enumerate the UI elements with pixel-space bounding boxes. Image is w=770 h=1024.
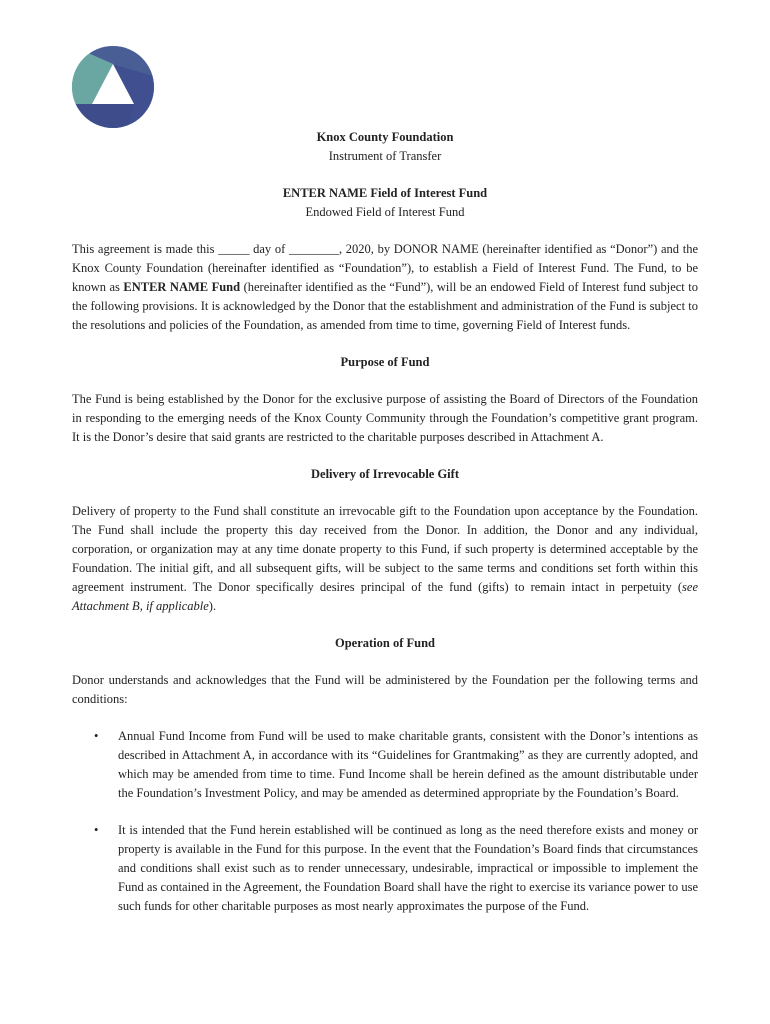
operation-terms-list	[72, 727, 698, 916]
bullet-icon: •	[94, 729, 99, 743]
org-name: Knox County Foundation	[316, 130, 454, 144]
intro-paragraph: This agreement is made this _____ day of ________, 2020, by DONOR NAME (hereinafter identified as “Donor”) and the Knox County Foundation (hereinafter identified as “Foundation”), to establish a Field of Interest Fund. The Fund, to be known as ENTER NAME Fund (hereinafter identified as the “Fund”), will be an endowed Field of Interest fund subject to the following provisions. It is acknowledged by the Donor that the establishment and administration of the Fund is subject to the resolutions and policies of the Foundation, as amended from time to time, governing Field of Interest funds.	[72, 242, 698, 332]
list-item: • It is intended that the Fund herein established will be continued as long as the need therefore exists and money or property is available in the Fund for this purpose. In the event that the Foundation’s Board finds that circumstances and conditions shall exist such as to render unnecessary, undesirable, impractical or impossible to implement the Fund as contained in the Agreement, the Foundation Board shall have the right to exercise its variance power to use such funds for other charitable purposes as most nearly approximates the purpose of the Fund.	[94, 823, 698, 913]
document-type: Instrument of Transfer	[328, 149, 442, 163]
document-body	[72, 128, 698, 916]
list-item: • Annual Fund Income from Fund will be used to make charitable grants, consistent with the Donor’s intentions as described in Attachment A, in accordance with its “Guidelines for Grantmaking” as they are currently adopted, and which may be amended from time to time. Fund Income shall be herein defined as the amount distributable under the Foundation’s Investment Policy, and may be amended as determined appropriate by the Foundation’s Board.	[94, 729, 698, 800]
delivery-heading: Delivery of Irrevocable Gift	[311, 467, 459, 481]
operation-intro: Donor understands and acknowledges that the Fund will be administered by the Foundation per the following terms and conditions:	[72, 673, 698, 706]
bullet-icon: •	[94, 823, 99, 837]
attachment-b-note: see Attachment B, if applicable	[72, 580, 698, 613]
purpose-paragraph: The Fund is being established by the Donor for the exclusive purpose of assisting the Board of Directors of the Foundation in responding to the emerging needs of the Knox County Community through the Foundation’s competitive grant program. It is the Donor’s desire that said grants are restricted to the charitable purposes described in Attachment A.	[72, 392, 698, 444]
operation-heading: Operation of Fund	[334, 636, 435, 650]
fund-type: Endowed Field of Interest Fund	[305, 205, 465, 219]
fund-name: ENTER NAME Field of Interest Fund	[282, 186, 488, 200]
delivery-paragraph: Delivery of property to the Fund shall constitute an irrevocable gift to the Foundation upon acceptance by the Foundation. The Fund shall include the property this day received from the Donor. In addition, the Donor and any individual, corporation, or organization may at any time donate property to this Fund, if such property is determined acceptable by the Foundation. The initial gift, and all subsequent gifts, will be subject to the same terms and conditions set forth within this agreement instrument. The Donor specifically desires principal of the fund (gifts) to remain intact in perpetuity (see Attachment B, if applicable).	[72, 504, 698, 613]
fund-name-inline: ENTER NAME Fund	[123, 280, 241, 294]
foundation-logo	[72, 46, 154, 128]
purpose-heading: Purpose of Fund	[340, 355, 430, 369]
